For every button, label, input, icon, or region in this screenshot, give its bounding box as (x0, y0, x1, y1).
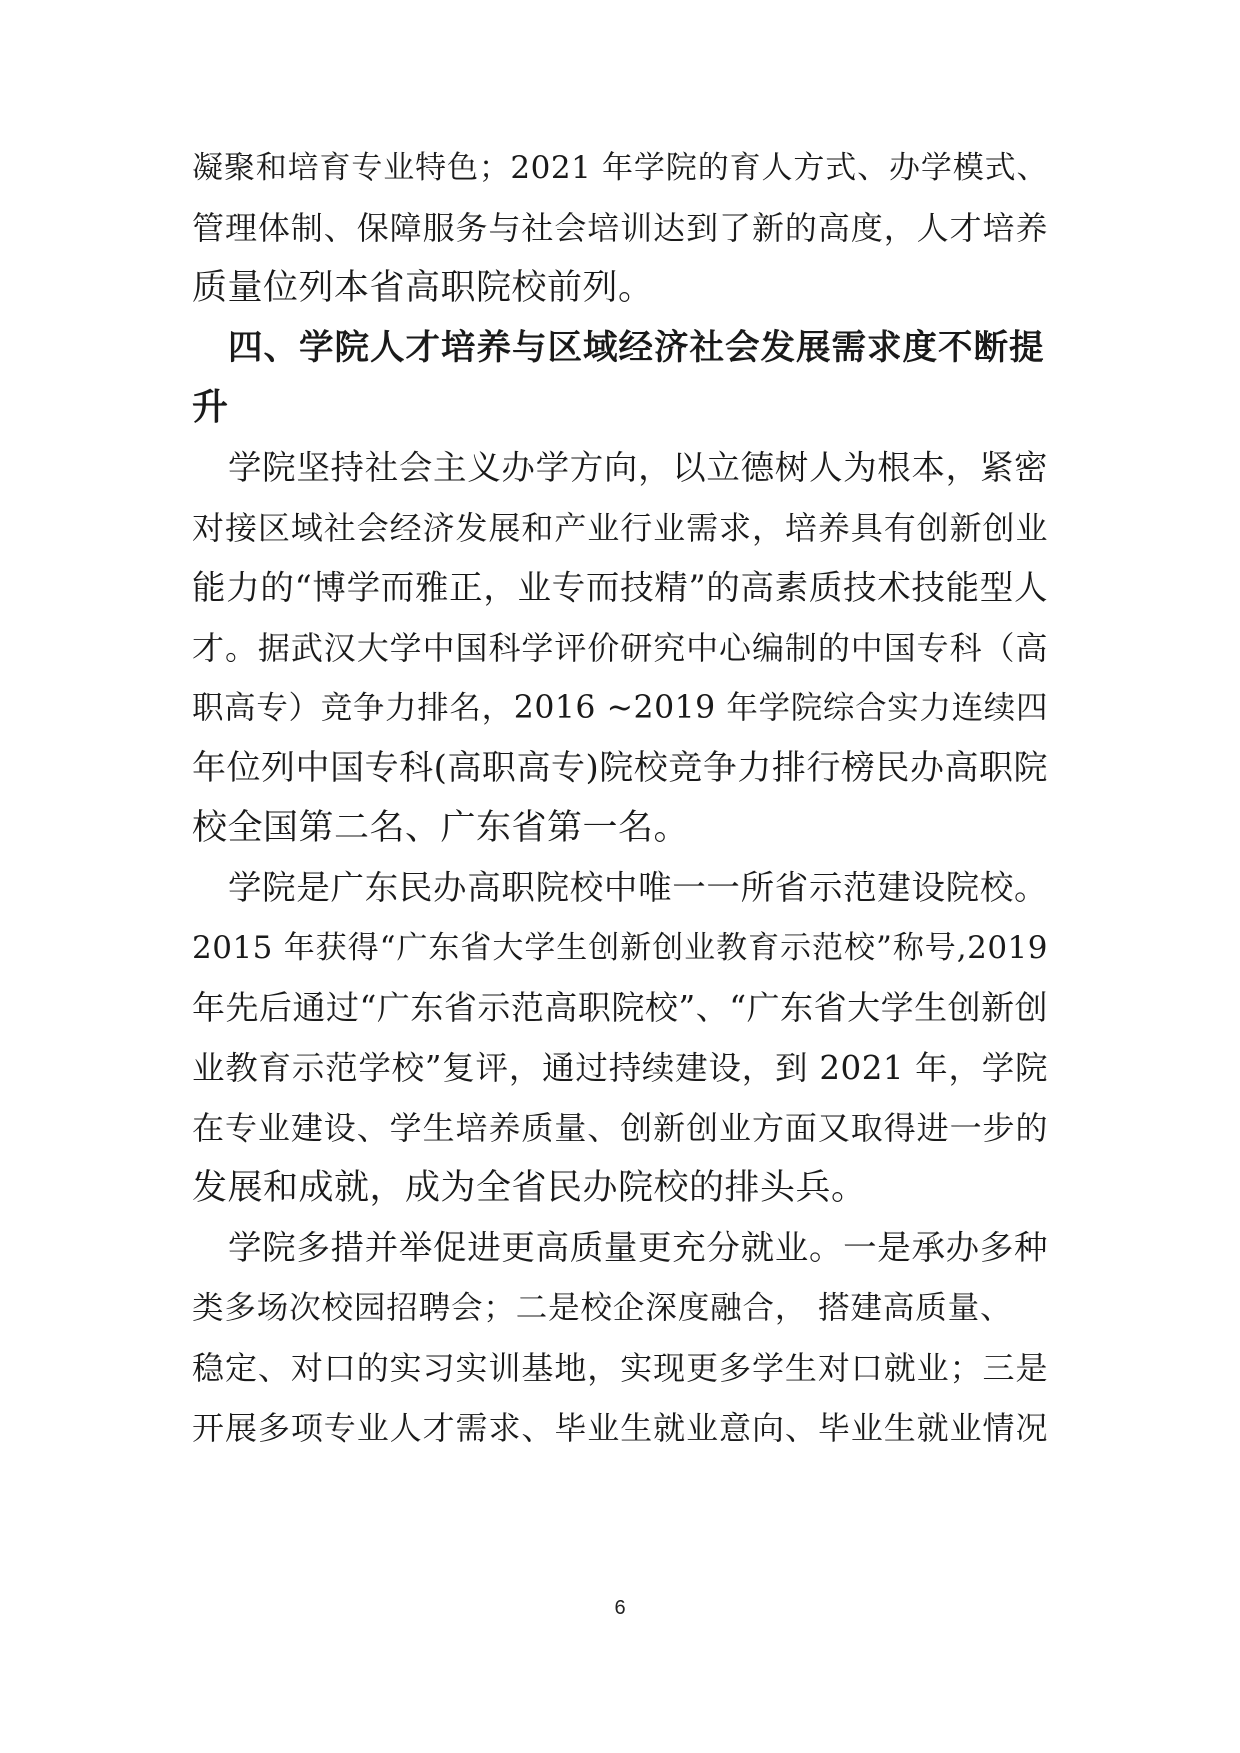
body-text-line: 稳定、对口的实习实训基地，实现更多学生对口就业；三是 (192, 1349, 1048, 1387)
section-heading-continuation: 升 (192, 387, 230, 428)
body-text-line: 在专业建设、学生培养质量、创新创业方面又取得进一步的 (192, 1109, 1048, 1147)
body-text-line: 年先后通过“广东省示范高职院校”、“广东省大学生创新创 (192, 988, 1049, 1027)
body-text-line: 能力的“博学而雅正，业专而技精”的高素质技术技能型人 (192, 568, 1048, 607)
body-text-line: 2015 年获得“广东省大学生创新创业教育示范校”称号,2019 (192, 930, 1048, 966)
paragraph-first-line: 学院多措并举促进更高质量更充分就业。一是承办多种 (228, 1228, 1048, 1267)
body-text-line: 年位列中国专科(高职高专)院校竞争力排行榜民办高职院 (192, 748, 1048, 788)
body-text-line: 对接区域社会经济发展和产业行业需求，培养具有创新创业 (192, 509, 1048, 547)
section-heading: 四、学院人才培养与区域经济社会发展需求度不断提 (228, 328, 1045, 368)
page-number: 6 (614, 1597, 626, 1619)
body-text-line: 质量位列本省高职院校前列。 (192, 268, 654, 308)
body-text-line: 校全国第二名、广东省第一名。 (192, 808, 690, 848)
paragraph-first-line: 学院是广东民办高职院校中唯一一所省示范建设院校。 (228, 868, 1048, 907)
body-text-line: 凝聚和培育专业特色；2021 年学院的育人方式、办学模式、 (192, 150, 1048, 186)
body-text-line: 业教育示范学校”复评，通过持续建设，到 2021 年，学院 (192, 1049, 1048, 1087)
body-text-line: 才。据武汉大学中国科学评价研究中心编制的中国专科（高 (192, 629, 1048, 667)
body-text-line: 管理体制、保障服务与社会培训达到了新的高度，人才培养 (192, 209, 1048, 247)
body-text-line: 发展和成就，成为全省民办院校的排头兵。 (192, 1168, 867, 1208)
body-text-line: 职高专）竞争力排名，2016 ~2019 年学院综合实力连续四 (192, 690, 1048, 726)
paragraph-first-line: 学院坚持社会主义办学方向，以立德树人为根本，紧密 (228, 448, 1048, 487)
body-text-line: 开展多项专业人才需求、毕业生就业意向、毕业生就业情况 (192, 1409, 1048, 1447)
body-text-line: 类多场次校园招聘会；二是校企深度融合， 搭建高质量、 (192, 1290, 1012, 1326)
